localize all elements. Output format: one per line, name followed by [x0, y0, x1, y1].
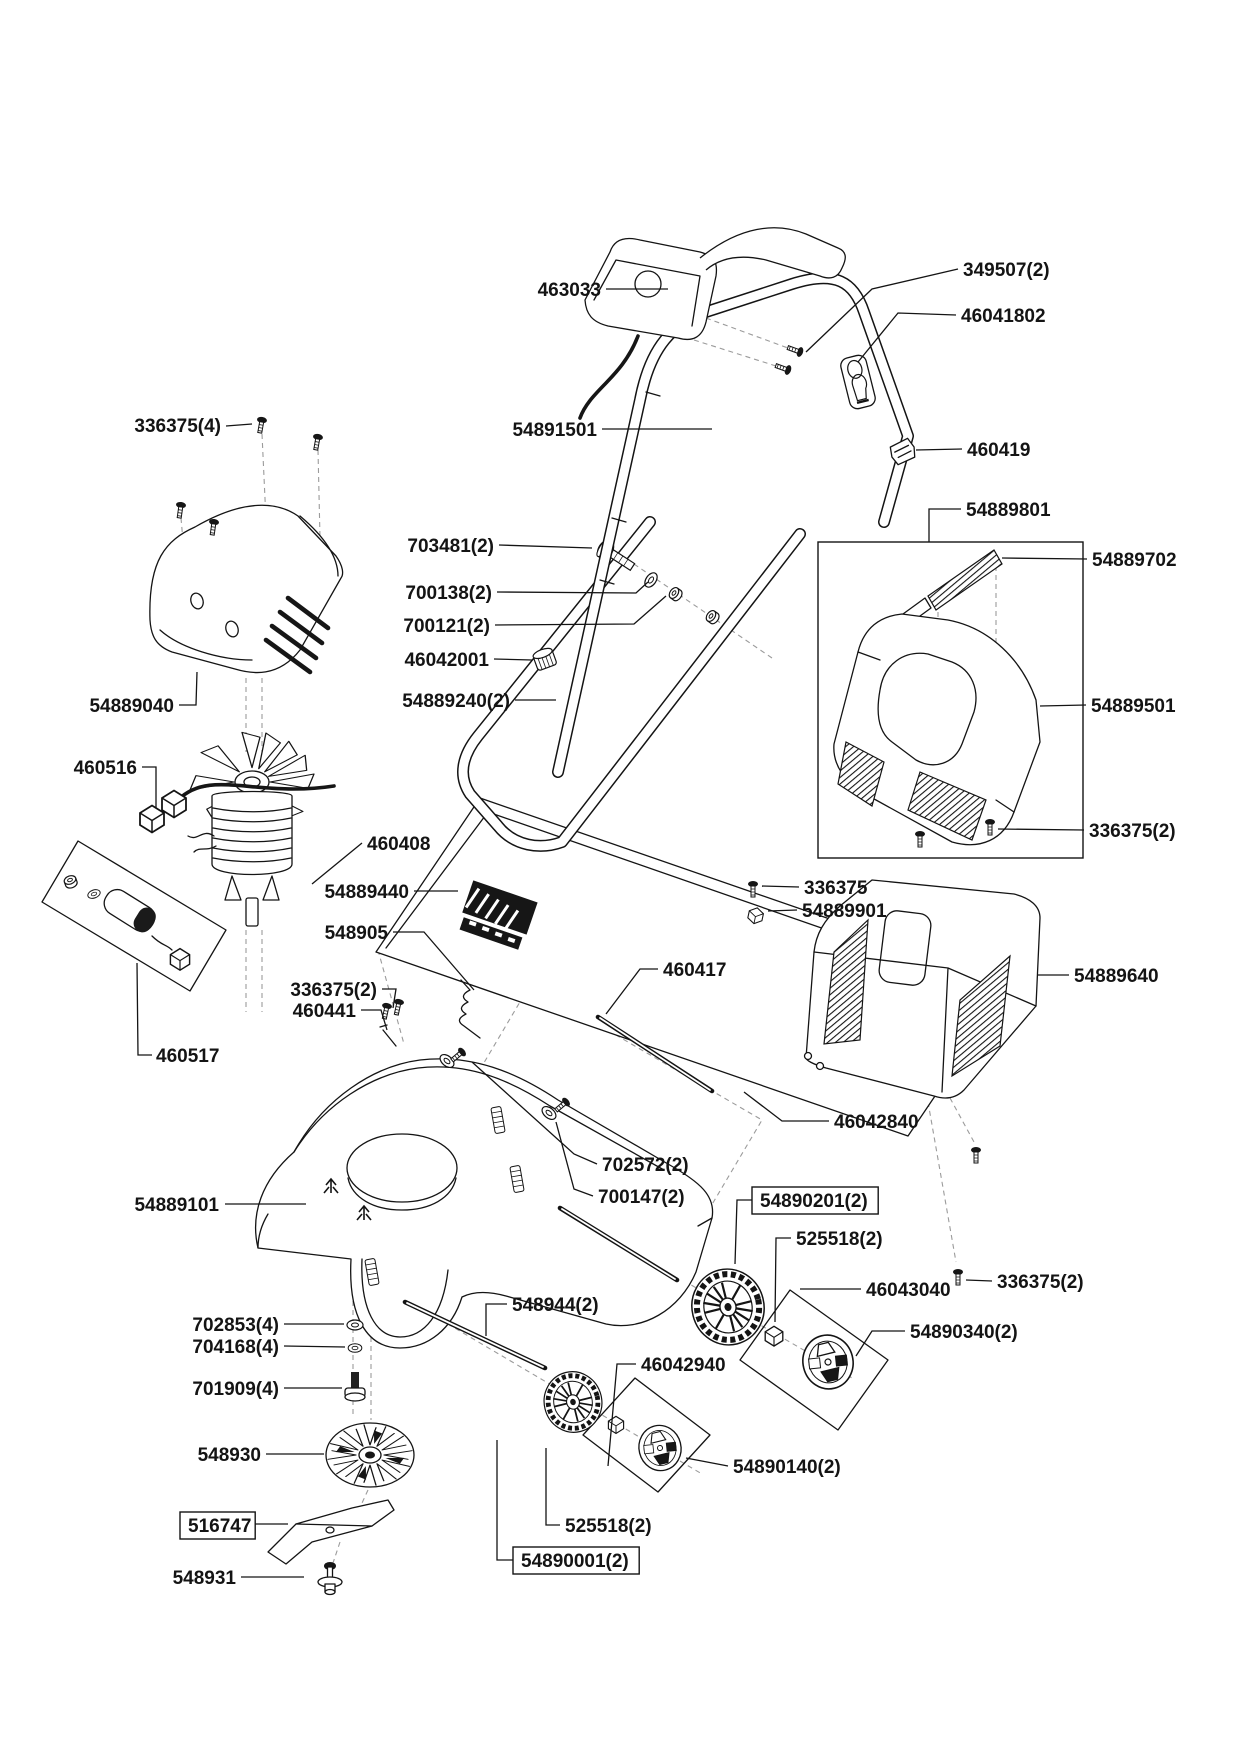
part-number-text: 460419	[967, 440, 1031, 461]
part-number-text: 54890201(2)	[760, 1191, 868, 1212]
part-label-54891501	[512, 420, 712, 441]
part-number-text: 54889101	[134, 1195, 219, 1216]
part-number-text: 46042940	[641, 1355, 726, 1376]
part-number-text: 54889640	[1074, 966, 1159, 987]
part-label-701909	[192, 1379, 342, 1400]
leader-line	[998, 829, 1084, 830]
part-number-text: 463033	[537, 280, 601, 301]
part-number-text: 336375(2)	[997, 1272, 1084, 1293]
part-label-548931	[173, 1568, 304, 1589]
part-label-525518b	[546, 1448, 652, 1537]
part-label-46042001	[404, 650, 532, 671]
leader-line	[284, 1346, 345, 1347]
leader-line	[497, 582, 648, 593]
part-label-336375a	[134, 416, 252, 437]
part-number-text: 702572(2)	[602, 1155, 689, 1176]
nut-700121-drawing	[667, 586, 684, 603]
part-number-text: 54890340(2)	[910, 1322, 1018, 1343]
part-number-text: 54889040	[89, 696, 174, 717]
part-label-54890340	[856, 1322, 1018, 1356]
motor-460408-drawing	[188, 732, 314, 926]
part-number-text: 336375	[804, 878, 868, 899]
part-label-460516	[74, 758, 156, 808]
leader-line	[1040, 705, 1086, 706]
grip-strip-54889702-drawing	[903, 550, 1002, 624]
part-number-text: 525518(2)	[565, 1516, 652, 1537]
part-label-54889240	[402, 691, 556, 712]
leader-line	[775, 1238, 791, 1322]
leader-line	[499, 545, 592, 548]
part-number-text: 54889801	[966, 500, 1051, 521]
part-label-46043040	[800, 1280, 951, 1301]
washer-704168-drawing	[348, 1344, 362, 1353]
part-number-text: 460408	[367, 834, 431, 855]
wheel-54890201-drawing	[684, 1261, 772, 1352]
part-label-700138	[405, 582, 648, 604]
part-number-text: 54889901	[802, 901, 887, 922]
part-number-text: 703481(2)	[407, 536, 494, 557]
leader-line	[916, 449, 962, 450]
leader-line	[142, 767, 156, 808]
part-label-54889640	[1038, 966, 1159, 987]
part-label-336375c	[998, 821, 1176, 842]
leader-line	[735, 1200, 752, 1264]
part-label-54889501	[1040, 696, 1176, 717]
leader-line	[608, 1364, 636, 1466]
leader-line	[966, 1280, 992, 1281]
part-number-text: 46042840	[834, 1112, 919, 1133]
leader-line	[226, 424, 252, 426]
pin-460441-drawing	[380, 1025, 396, 1046]
part-label-336375e	[966, 1272, 1084, 1293]
part-number-text: 700147(2)	[598, 1187, 685, 1208]
part-number-text: 54889440	[324, 882, 409, 903]
part-number-text: 336375(2)	[1089, 821, 1176, 842]
part-label-548930	[198, 1445, 324, 1466]
bolt-548931-drawing	[318, 1562, 342, 1595]
part-number-text: 700138(2)	[405, 583, 492, 604]
leader-line	[762, 886, 799, 887]
part-label-46041802	[858, 306, 1046, 362]
part-label-460419	[916, 440, 1030, 461]
part-label-460408	[312, 834, 430, 884]
part-number-text: 46041802	[961, 306, 1046, 327]
part-number-text: 525518(2)	[796, 1229, 883, 1250]
part-number-text: 54891501	[512, 420, 597, 441]
part-label-548944	[486, 1295, 599, 1336]
part-number-text: 54889702	[1092, 550, 1177, 571]
leader-line	[929, 509, 961, 542]
fan-disc-548930-drawing	[326, 1423, 414, 1487]
part-number-text: 336375(2)	[290, 980, 377, 1001]
part-number-text: 460417	[663, 960, 727, 981]
square-nut-525518-rear	[765, 1326, 783, 1346]
part-label-516747	[180, 1512, 288, 1539]
part-number-text: 460441	[292, 1001, 356, 1022]
mount-screws-349507-drawing	[774, 343, 804, 376]
part-label-702853	[192, 1315, 344, 1336]
hubcap-54890340-drawing	[797, 1330, 859, 1394]
blade-516747-drawing	[268, 1500, 394, 1564]
part-label-525518a	[775, 1229, 883, 1322]
leader-line	[686, 1458, 728, 1466]
part-number-text: 46043040	[866, 1280, 951, 1301]
leader-line	[137, 963, 152, 1055]
leader-line	[486, 1304, 507, 1336]
switch-463033-drawing	[580, 228, 845, 418]
part-number-text: 702853(4)	[192, 1315, 279, 1336]
part-number-text: 548905	[324, 923, 388, 944]
leader-line	[497, 1440, 513, 1560]
part-label-54889702	[1002, 550, 1177, 571]
grassbox-cover-54889501-drawing	[834, 614, 1040, 845]
part-number-text: 54890140(2)	[733, 1457, 841, 1478]
bolt-701909-drawing	[345, 1372, 365, 1401]
part-label-703481	[407, 536, 592, 557]
part-label-54890201	[735, 1187, 878, 1264]
leader-line	[1002, 558, 1087, 559]
capacitor-kit-460517-drawing	[42, 841, 226, 991]
leader-line	[856, 1331, 905, 1356]
leader-line	[312, 843, 362, 884]
part-number-text: 460516	[73, 758, 137, 779]
motor-hood-54889040-drawing	[150, 416, 343, 672]
part-number-text: 548931	[172, 1568, 236, 1589]
spring-548905-drawing	[459, 980, 480, 1038]
part-number-text: 516747	[188, 1516, 252, 1537]
part-label-54889801	[929, 500, 1051, 542]
wheel-54890001-drawing	[538, 1366, 609, 1439]
cable-guide-46041802-drawing	[839, 354, 877, 411]
part-number-text: 700121(2)	[403, 616, 490, 637]
part-label-54889040	[89, 672, 197, 717]
part-number-text: 46042001	[404, 650, 489, 671]
part-number-text: 701909(4)	[192, 1379, 279, 1400]
part-label-336375d	[762, 878, 868, 899]
part-number-text: 54889240(2)	[402, 691, 510, 712]
part-number-text: 54889501	[1091, 696, 1176, 717]
part-label-704168	[192, 1337, 345, 1358]
part-label-54890001	[497, 1440, 639, 1574]
grassbox-top-54889801-kit-drawing	[834, 550, 1040, 847]
leader-line	[179, 672, 197, 705]
part-number-text: 54890001(2)	[521, 1551, 629, 1572]
leader-line	[546, 1448, 560, 1525]
part-number-text: 548930	[197, 1445, 261, 1466]
clip-460419-drawing	[888, 437, 917, 465]
part-number-text: 460517	[156, 1046, 220, 1067]
part-label-54890140	[686, 1457, 841, 1478]
part-label-460441	[293, 1001, 387, 1030]
hubcap-54890140-drawing	[634, 1421, 686, 1475]
washer-702853-drawing	[347, 1320, 363, 1330]
part-number-text: 548944(2)	[512, 1295, 599, 1316]
lower-handlebar-54889240-drawing	[463, 522, 800, 846]
leader-line	[494, 659, 532, 660]
part-number-text: 336375(4)	[134, 416, 221, 437]
nut-700121b-drawing	[704, 609, 721, 626]
blade-assembly-drawing	[268, 1320, 414, 1595]
part-number-text: 349507(2)	[963, 260, 1050, 281]
part-number-text: 704168(4)	[192, 1337, 279, 1358]
washer-700138-drawing	[642, 571, 659, 590]
